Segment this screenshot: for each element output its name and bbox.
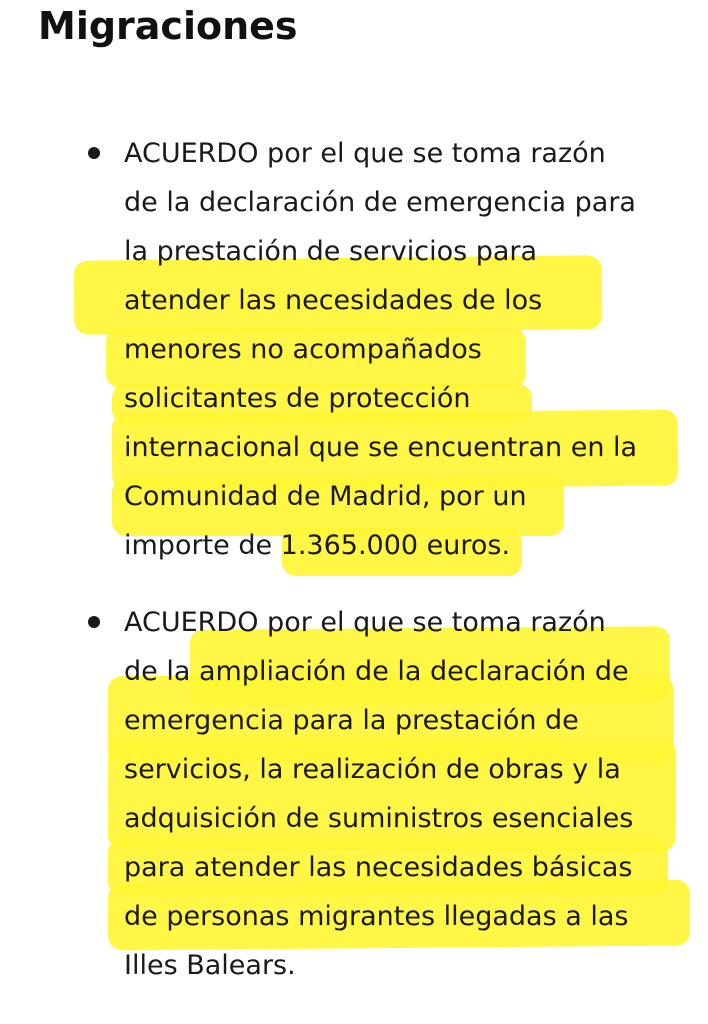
list-item-line: atender las necesidades de los bbox=[124, 285, 543, 316]
section-title: Migraciones bbox=[38, 4, 298, 48]
list-item-line: menores no acompañados bbox=[124, 334, 482, 365]
list-item-line: adquisición de suministros esenciales bbox=[124, 803, 634, 834]
list-item-line: ACUERDO por el que se toma razón bbox=[124, 138, 606, 169]
list-item-line: ACUERDO por el que se toma razón bbox=[124, 607, 606, 638]
list-item-line: de la ampliación de la declaración de bbox=[124, 656, 629, 687]
list-item-line: importe de 1.365.000 euros. bbox=[124, 530, 511, 561]
list-item-line: de personas migrantes llegadas a las bbox=[124, 901, 629, 932]
bullet-icon bbox=[88, 147, 100, 159]
list-item-line: la prestación de servicios para bbox=[124, 236, 538, 267]
list-item-line: para atender las necesidades básicas bbox=[124, 852, 633, 883]
list-item-line: servicios, la realización de obras y la bbox=[124, 754, 621, 785]
list-item-line: de la declaración de emergencia para bbox=[124, 187, 636, 218]
list-item-line: internacional que se encuentran en la bbox=[124, 432, 638, 463]
list-item-line: Comunidad de Madrid, por un bbox=[124, 481, 527, 512]
list-item-line: Illes Balears. bbox=[124, 950, 296, 981]
list-item-line: emergencia para la prestación de bbox=[124, 705, 579, 736]
list-item-line: solicitantes de protección bbox=[124, 383, 471, 414]
bullet-icon bbox=[88, 616, 100, 628]
